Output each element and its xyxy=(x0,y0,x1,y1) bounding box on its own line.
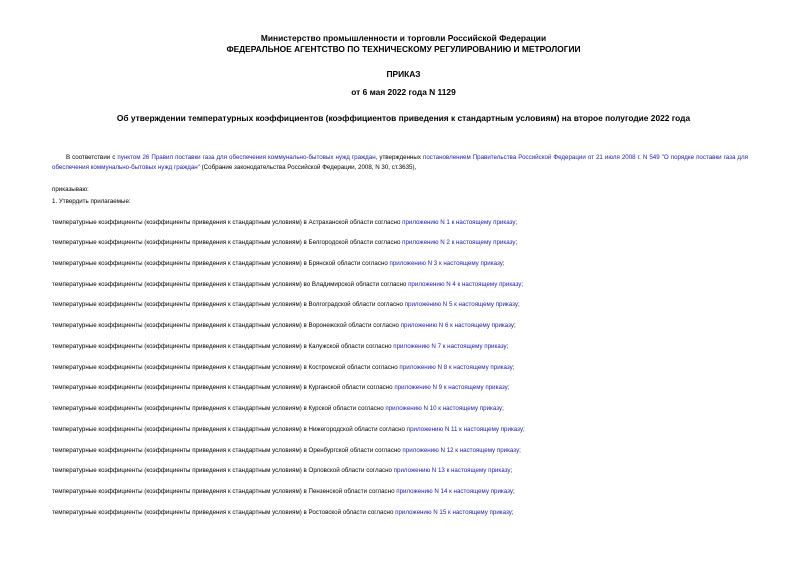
coefficient-item xyxy=(52,426,525,434)
intro-text-3: (Собрание законодательства Российской Федерации, 2008, N 30, ст.3635), xyxy=(199,164,417,171)
coefficient-item xyxy=(52,281,523,289)
item-suffix: ; xyxy=(515,239,518,246)
item-suffix: ; xyxy=(514,322,516,329)
appendix-link[interactable]: приложению N 9 к настоящему приказу xyxy=(394,384,508,391)
appendix-link[interactable]: приложению N 8 к настоящему приказу xyxy=(399,364,513,371)
item-suffix: ; xyxy=(502,405,504,412)
intro-text-1: В соответствии с xyxy=(66,154,118,161)
item-text: температурные коэффициенты (коэффициенты приведения к стандартным условиям) в Ростовской области согласно xyxy=(52,509,396,516)
ministry-name: Министерство промышленности и торговли Российской Федерации xyxy=(260,33,547,43)
item-text: температурные коэффициенты (коэффициенты приведения к стандартным условиям) в Белгородской области согласно xyxy=(52,239,403,246)
item-suffix: ; xyxy=(519,447,521,454)
appendix-link[interactable]: приложению N 5 к настоящему приказу xyxy=(404,301,518,308)
order-word: приказываю: xyxy=(52,186,89,193)
item-text: температурные коэффициенты (коэффициенты приведения к стандартным условиям) в Курганской области согласно xyxy=(52,384,395,391)
coefficient-item xyxy=(52,405,504,413)
appendix-link[interactable]: приложению N 7 к настоящему приказу xyxy=(393,343,507,350)
item-suffix: ; xyxy=(513,488,515,495)
appendix-link[interactable]: приложению N 13 к настоящему приказу xyxy=(393,467,511,474)
intro-text-2: , утвержденных xyxy=(375,154,423,161)
coefficient-item xyxy=(52,384,509,392)
coefficient-item xyxy=(52,447,521,455)
item-text: температурные коэффициенты (коэффициенты приведения к стандартным условиям) в Воронежской области согласно xyxy=(52,322,401,329)
appendix-link[interactable]: приложению N 15 к настоящему приказу xyxy=(395,509,512,516)
appendix-link[interactable]: приложению N 12 к настоящему приказу xyxy=(402,447,520,454)
item-text: температурные коэффициенты (коэффициенты приведения к стандартным условиям) в Пензенской области согласно xyxy=(52,488,397,495)
appendix-link[interactable]: приложению N 4 к настоящему приказу xyxy=(408,281,522,288)
doc-type: ПРИКАЗ xyxy=(386,69,421,79)
coefficient-item xyxy=(52,509,514,517)
coefficient-item xyxy=(52,322,516,330)
item-suffix: ; xyxy=(523,426,525,433)
item-text: температурные коэффициенты (коэффициенты приведения к стандартным условиям) во Владимирской области согласно xyxy=(52,281,409,288)
item-1-heading: 1. Утвердить прилагаемые: xyxy=(52,198,131,205)
coefficient-item xyxy=(52,239,517,247)
doc-title: Об утверждении температурных коэффициентов (коэффициентов приведения к стандартным условиям) на второе полугодие 2022 года xyxy=(116,113,691,123)
item-suffix: ; xyxy=(506,343,509,350)
intro-paragraph xyxy=(52,153,748,173)
appendix-link[interactable]: приложению N 2 к настоящему приказу xyxy=(402,239,516,246)
item-text: температурные коэффициенты (коэффициенты приведения к стандартным условиям) в Костромской области согласно xyxy=(52,364,400,371)
item-suffix: ; xyxy=(517,301,520,308)
item-text: температурные коэффициенты (коэффициенты приведения к стандартным условиям) в Орловской области согласно xyxy=(52,467,394,474)
appendix-link[interactable]: приложению N 3 к настоящему приказу xyxy=(389,260,503,267)
coefficient-item xyxy=(52,260,505,268)
coefficient-item xyxy=(52,219,517,227)
coefficient-item xyxy=(52,301,520,309)
item-text: температурные коэффициенты (коэффициенты приведения к стандартным условиям) в Курской области согласно xyxy=(52,405,386,412)
appendix-link[interactable]: приложению N 14 к настоящему приказу xyxy=(396,488,513,495)
doc-date: от 6 мая 2022 года N 1129 xyxy=(351,87,456,97)
item-suffix: ; xyxy=(502,260,505,267)
item-text: температурные коэффициенты (коэффициенты приведения к стандартным условиям) в Нижегородской области согласно xyxy=(52,426,407,433)
item-text: температурные коэффициенты (коэффициенты приведения к стандартным условиям) в Оренбургской области согласно xyxy=(52,447,403,454)
agency-name: ФЕДЕРАЛЬНОЕ АГЕНТСТВО ПО ТЕХНИЧЕСКОМУ РЕГУЛИРОВАНИЮ И МЕТРОЛОГИИ xyxy=(226,44,581,54)
coefficient-item xyxy=(52,467,512,475)
item-suffix: ; xyxy=(515,219,518,226)
item-suffix: ; xyxy=(507,384,510,391)
item-suffix: ; xyxy=(521,281,524,288)
government-decree-link[interactable]: постановлением Правительства Российской Федерации от 21 июля 2008 г. N 549 "О порядке поставки газа для обеспечения коммунально-бытовых нужд граждан" xyxy=(52,154,748,171)
item-suffix: ; xyxy=(510,467,513,474)
appendix-link[interactable]: приложению N 11 к настоящему приказу xyxy=(406,426,524,433)
appendix-link[interactable]: приложению N 6 к настоящему приказу xyxy=(400,322,515,329)
appendix-link[interactable]: приложению N 10 к настоящему приказу xyxy=(385,405,503,412)
item-text: температурные коэффициенты (коэффициенты приведения к стандартным условиям) в Астраханской области согласно xyxy=(52,219,403,226)
coefficient-item xyxy=(52,488,515,496)
gas-supply-rules-link[interactable]: пунктом 26 Правил поставки газа для обеспечения коммунально-бытовых нужд граждан xyxy=(117,154,376,161)
item-text: температурные коэффициенты (коэффициенты приведения к стандартным условиям) в Волгоградской области согласно xyxy=(52,301,405,308)
item-text: температурные коэффициенты (коэффициенты приведения к стандартным условиям) в Калужской области согласно xyxy=(52,343,394,350)
item-text: температурные коэффициенты (коэффициенты приведения к стандартным условиям) в Брянской области согласно xyxy=(52,260,390,267)
appendix-link[interactable]: приложению N 1 к настоящему приказу xyxy=(402,219,516,226)
item-suffix: ; xyxy=(512,364,515,371)
coefficient-item xyxy=(52,364,514,372)
coefficient-item xyxy=(52,343,508,351)
item-suffix: ; xyxy=(511,509,514,516)
